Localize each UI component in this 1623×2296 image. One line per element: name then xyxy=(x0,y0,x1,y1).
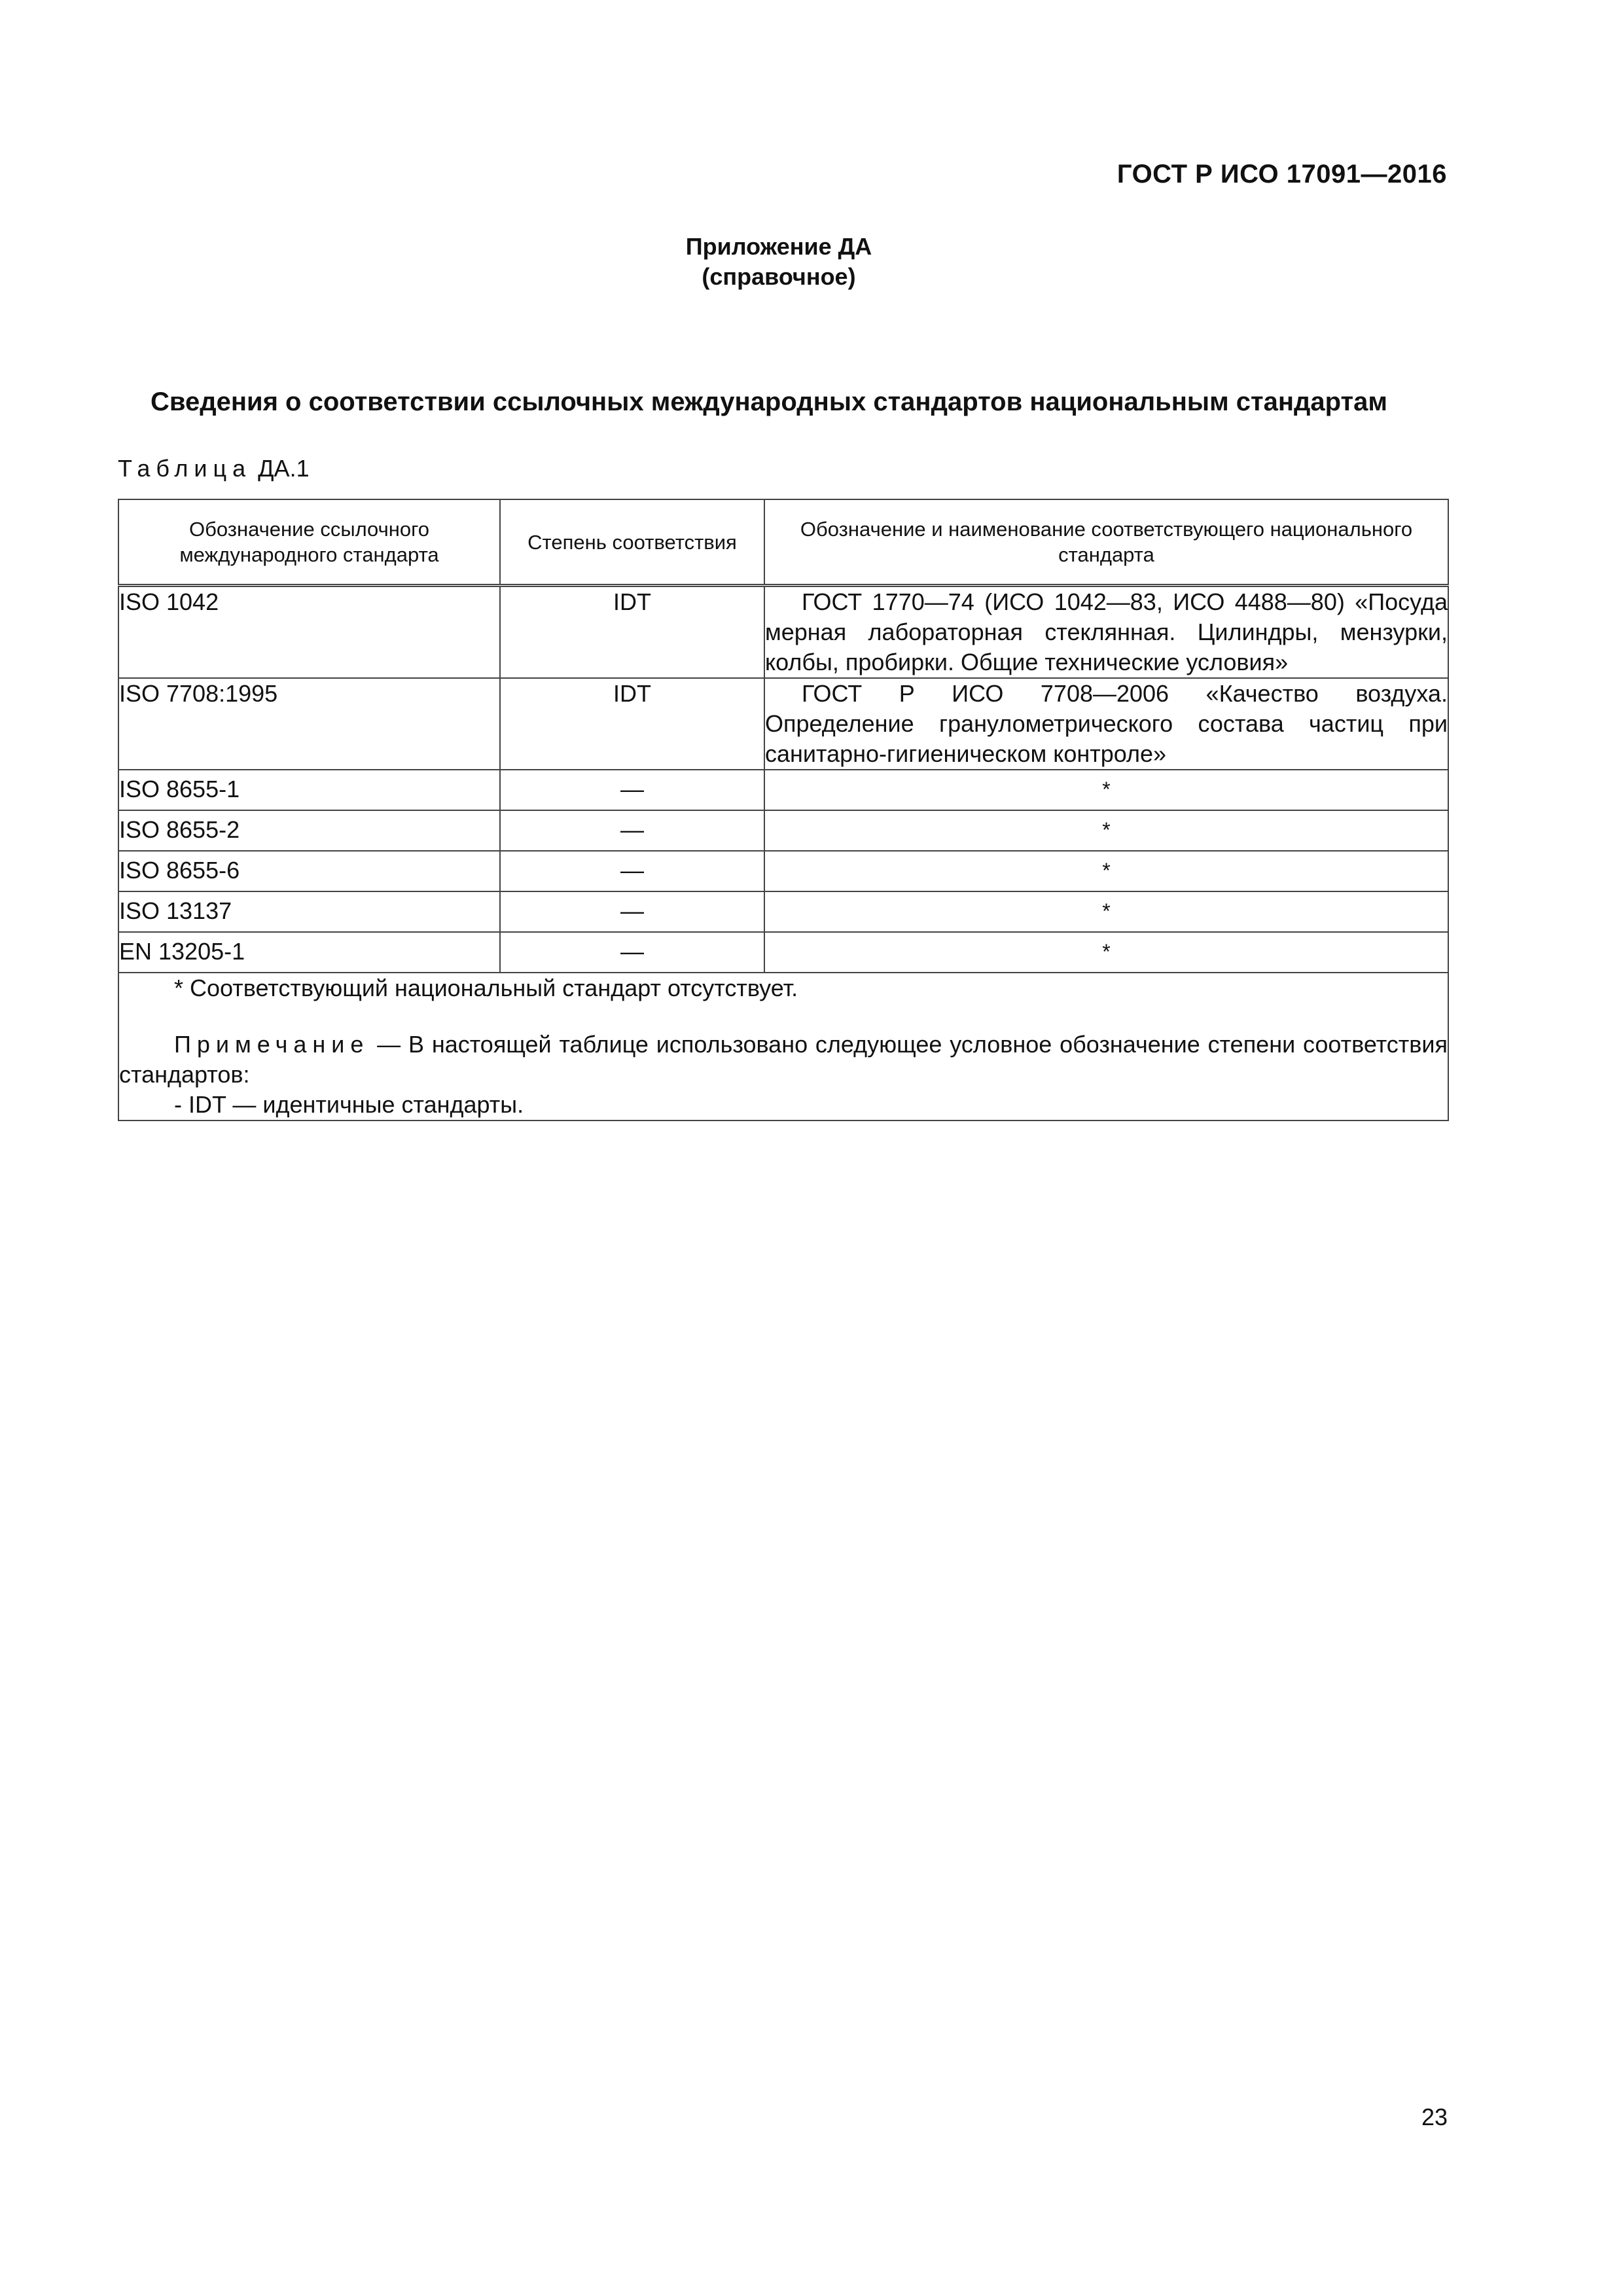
cell-national: * xyxy=(764,891,1448,932)
table-caption-number: ДА.1 xyxy=(258,455,310,482)
cell-degree: — xyxy=(500,851,764,891)
annex-kind: (справочное) xyxy=(702,263,856,290)
cell-national: ГОСТ Р ИСО 7708—2006 «Качество воздуха. Определение гранулометрического состава частиц при санитарно-гигиеническом контроле» xyxy=(764,678,1448,770)
cell-degree: IDT xyxy=(500,678,764,770)
table-note xyxy=(119,1030,1448,1090)
cell-national: * xyxy=(764,851,1448,891)
table-row xyxy=(118,678,1448,770)
correspondence-table xyxy=(118,499,1449,1121)
document-code: ГОСТ Р ИСО 17091—2016 xyxy=(1116,160,1447,188)
cell-degree: — xyxy=(500,932,764,973)
note-label: Примечание xyxy=(174,1031,370,1058)
table-header-row xyxy=(118,499,1448,586)
cell-standard: EN 13205-1 xyxy=(118,932,500,973)
cell-standard: ISO 13137 xyxy=(118,891,500,932)
cell-national: * xyxy=(764,770,1448,810)
table-footnote: * Соответствующий национальный стандарт отсутствует. xyxy=(174,975,798,1001)
header-international-standard: Обозначение ссылочного международного стандарта xyxy=(118,499,500,586)
table-row xyxy=(118,770,1448,810)
table-row xyxy=(118,932,1448,973)
cell-degree: — xyxy=(500,891,764,932)
cell-standard: ISO 8655-6 xyxy=(118,851,500,891)
header-national-standard: Обозначение и наименование соответствующего национального стандарта xyxy=(764,499,1448,586)
table-caption xyxy=(118,455,310,482)
table-row xyxy=(118,851,1448,891)
table-row xyxy=(118,810,1448,851)
table-caption-word: Таблица xyxy=(118,455,252,482)
page-number: 23 xyxy=(1421,2104,1448,2130)
annex-title: Приложение ДА xyxy=(685,233,872,260)
table-notes-row xyxy=(118,973,1448,1121)
section-title: Сведения о соответствии ссылочных международных стандартов национальным стандартам xyxy=(151,387,1387,416)
table-notes xyxy=(118,973,1448,1121)
cell-standard: ISO 8655-1 xyxy=(118,770,500,810)
note-item: - IDT — идентичные стандарты. xyxy=(174,1091,524,1118)
cell-degree: IDT xyxy=(500,586,764,679)
cell-degree: — xyxy=(500,810,764,851)
table-row xyxy=(118,891,1448,932)
cell-national: * xyxy=(764,932,1448,973)
cell-national: ГОСТ 1770—74 (ИСО 1042—83, ИСО 4488—80) «Посуда мерная лабораторная стеклянная. Цилиндры, мензурки, колбы, пробирки. Общие технические условия» xyxy=(764,586,1448,679)
cell-standard: ISO 1042 xyxy=(118,586,500,679)
note-text: — В настоящей таблице использовано следующее условное обозначение степени соответствия стандартов: xyxy=(119,1031,1448,1088)
cell-standard: ISO 7708:1995 xyxy=(118,678,500,770)
cell-national: * xyxy=(764,810,1448,851)
table-row xyxy=(118,586,1448,679)
header-degree: Степень соответствия xyxy=(500,499,764,586)
cell-degree: — xyxy=(500,770,764,810)
cell-standard: ISO 8655-2 xyxy=(118,810,500,851)
